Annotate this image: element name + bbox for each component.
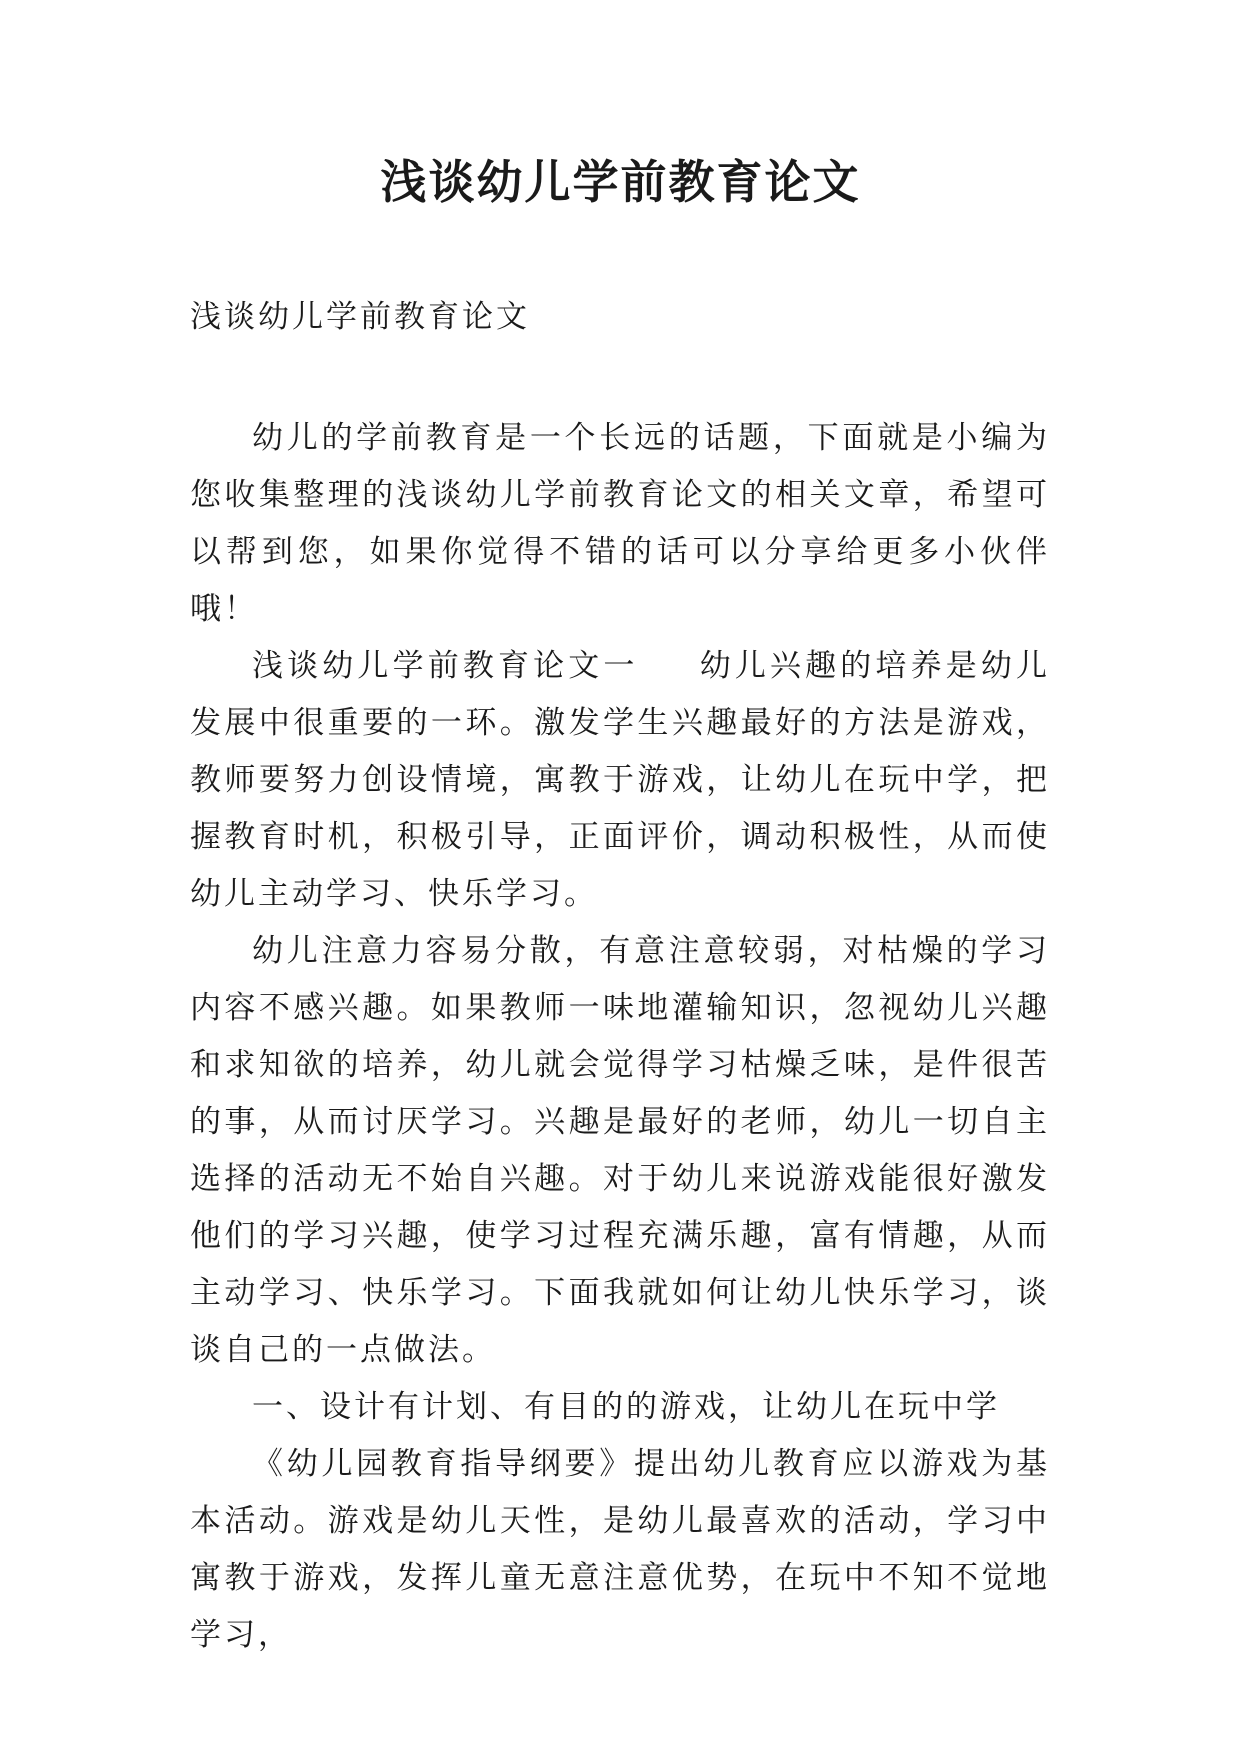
section-heading: 浅谈幼儿学前教育论文一 <box>252 648 639 684</box>
intro-paragraph: 幼儿的学前教育是一个长远的话题，下面就是小编为您收集整理的浅谈幼儿学前教育论文的相关文章，希望可以帮到您，如果你觉得不错的话可以分享给更多小伙伴哦！ <box>190 420 1050 627</box>
document-body <box>190 410 1050 1664</box>
section-one-text: 幼儿兴趣的培养是幼儿发展中很重要的一环。激发学生兴趣最好的方法是游戏，教师要努力创设情境，寓教于游戏，让幼儿在玩中学，把握教育时机，积极引导，正面评价，调动积极性，从而使幼儿主动学习、快乐学习。 <box>190 648 1051 912</box>
document-title: 浅谈幼儿学前教育论文 <box>380 155 861 209</box>
attention-paragraph: 幼儿注意力容易分散，有意注意较弱，对枯燥的学习内容不感兴趣。如果教师一味地灌输知识，忽视幼儿兴趣和求知欲的培养，幼儿就会觉得学习枯燥乏味，是件很苦的事，从而讨厌学习。兴趣是最好的老师，幼儿一切自主选择的活动无不始自兴趣。对于幼儿来说游戏能很好激发他们的学习兴趣，使学习过程充满乐趣，富有情趣，从而主动学习、快乐学习。下面我就如何让幼儿快乐学习，谈谈自己的一点做法。 <box>190 933 1050 1368</box>
guideline-paragraph: 《幼儿园教育指导纲要》提出幼儿教育应以游戏为基本活动。游戏是幼儿天性，是幼儿最喜欢的活动，学习中寓教于游戏，发挥儿童无意注意优势，在玩中不知不觉地学习， <box>190 1446 1050 1653</box>
subheading-paragraph: 一、设计有计划、有目的的游戏，让幼儿在玩中学 <box>252 1389 1000 1425</box>
document-subtitle: 浅谈幼儿学前教育论文 <box>190 299 530 335</box>
section-one-paragraph <box>190 638 1050 923</box>
